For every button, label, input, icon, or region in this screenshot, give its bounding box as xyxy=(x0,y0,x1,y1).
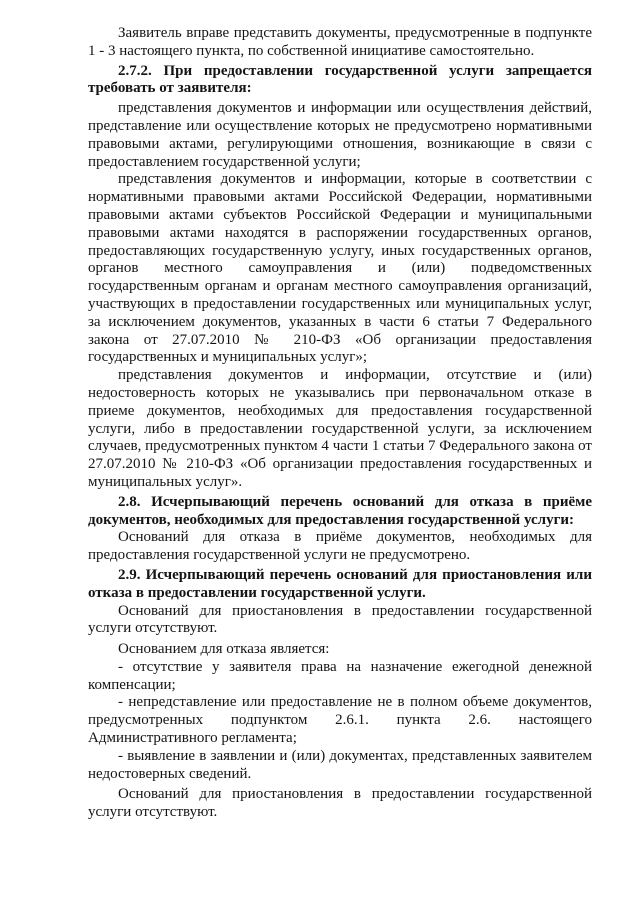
list-item-no-right: - отсутствие у заявителя права на назначение ежегодной денежной компенсации; xyxy=(88,658,592,693)
section-heading-2-7-2: 2.7.2. При предоставлении государственной услуги запрещается требовать от заявителя: xyxy=(88,62,592,97)
paragraph-no-suspension-final: Оснований для приостановления в предоставлении государственной услуги отсутствуют. xyxy=(88,786,592,821)
list-item-incomplete-documents: - непредставление или предоставление не в полном объеме документов, предусмотренных подпунктом 2.6.1. пункта 2.6. настоящего Административного регламента; xyxy=(88,694,592,747)
section-heading-2-9: 2.9. Исчерпывающий перечень оснований для приостановления или отказа в предоставлении государственной услуги. xyxy=(88,566,592,601)
list-item-unreliable-info: - выявление в заявлении и (или) документах, представленных заявителем недостоверных сведений. xyxy=(88,747,592,782)
paragraph-prohibition-unreliability: представления документов и информации, отсутствие и (или) недостоверность которых не указывались при первоначальном отказе в приеме документов, необходимых для предоставления государственной услуги, либо в предоставлении государственной услуги, за исключением случаев, предусмотренных пунктом 4 части 1 статьи 7 Федерального закона от 27.07.2010 № 210-ФЗ «Об организации предоставления государственных и муниципальных услуг». xyxy=(88,367,592,490)
paragraph-prohibition-actions: представления документов и информации или осуществления действий, представление или осуществление которых не предусмотрено нормативными правовыми актами, регулирующими отношения, возникающие в связи с предоставлением государственной услуги; xyxy=(88,100,592,170)
document-page xyxy=(88,25,592,822)
paragraph-no-suspension-grounds: Оснований для приостановления в предоставлении государственной услуги отсутствуют. xyxy=(88,602,592,637)
paragraph-prohibition-documents: представления документов и информации, которые в соответствии с нормативными правовыми актами Российской Федерации, нормативными правовыми актами субъектов Российской Федерации и муниципальными правовыми актами находятся в распоряжении государственных органов, предоставляющих государственную услугу, иных государственных органов, органов местного самоуправления и (или) подведомственных государственным органам и органам местного самоуправления организаций, участвующих в предоставлении государственных или муниципальных услуг, за исключением документов, указанных в части 6 статьи 7 Федерального закона от 27.07.2010 № 210-ФЗ «Об организации предоставления государственных и муниципальных услуг»; xyxy=(88,171,592,366)
paragraph-applicant-right: Заявитель вправе представить документы, предусмотренные в подпункте 1 - 3 настоящего пункта, по собственной инициативе самостоятельно. xyxy=(88,25,592,59)
paragraph-no-refusal-grounds: Оснований для отказа в приёме документов, необходимых для предоставления государственной услуги не предусмотрено. xyxy=(88,529,592,564)
paragraph-refusal-basis: Основанием для отказа является: xyxy=(118,641,330,658)
section-heading-2-8: 2.8. Исчерпывающий перечень оснований для отказа в приёме документов, необходимых для предоставления государственной услуги: xyxy=(88,493,592,528)
